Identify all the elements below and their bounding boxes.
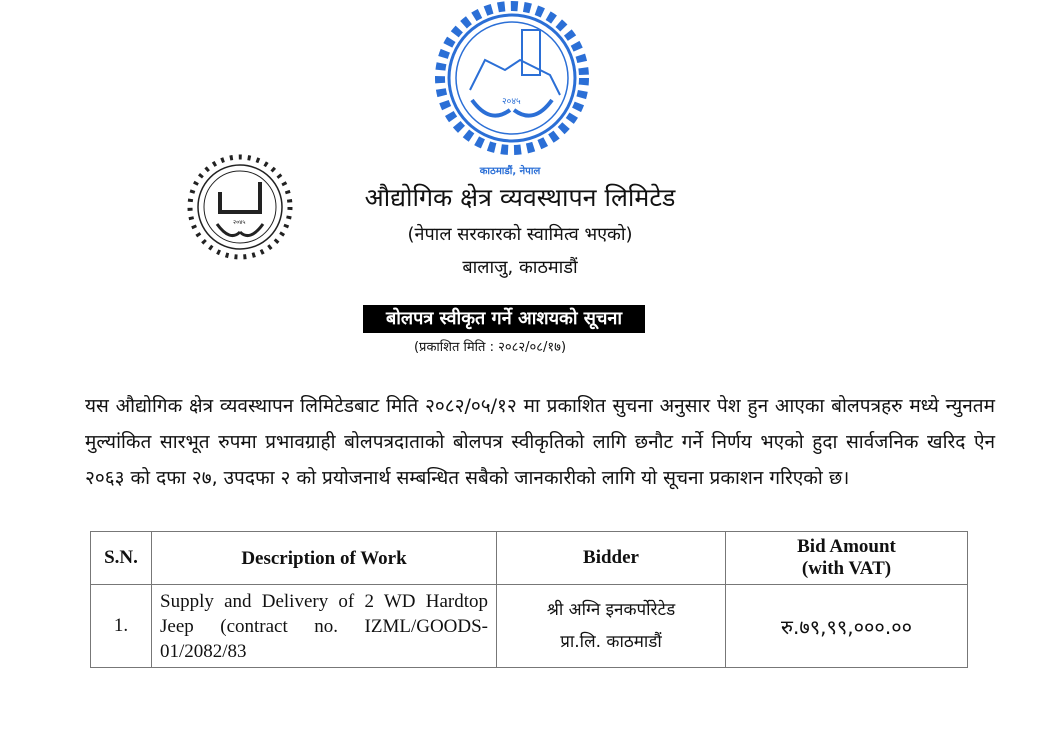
published-date: (प्रकाशित मिति : २०८२/०८/१७)	[413, 340, 567, 355]
cell-bidder	[497, 585, 726, 668]
stamp-year: २०४५	[502, 97, 521, 107]
cell-description: Supply and Delivery of 2 WD Hardtop Jeep (contract no. IZML/GOODS-01/2082/83	[152, 585, 497, 668]
bid-table	[90, 531, 968, 668]
cell-amount: रु.७९,९९,०००.००	[726, 585, 968, 668]
small-logo-year: २०४५	[233, 219, 246, 226]
bidder-line1: श्री अग्नि इनकर्पोरेटेड	[546, 600, 676, 620]
header-bidder: Bidder	[497, 532, 726, 585]
table-header-row	[91, 532, 968, 585]
header-bid-amount	[726, 532, 968, 585]
cell-sn: 1.	[91, 585, 152, 668]
table-row	[91, 585, 968, 668]
ownership-note: (नेपाल सरकारको स्वामित्व भएको)	[407, 224, 633, 245]
header-sn: S.N.	[91, 532, 152, 585]
address: बालाजु, काठमाडौं	[462, 257, 578, 278]
small-logo	[185, 152, 295, 262]
header-bid-amount-line2: (with VAT)	[801, 558, 892, 579]
org-name: औद्योगिक क्षेत्र व्यवस्थापन लिमिटेड	[364, 183, 676, 212]
main-stamp-logo	[410, 0, 610, 175]
stamp-location: काठमाडौं, नेपाल	[479, 166, 541, 177]
notice-paragraph: यस औद्योगिक क्षेत्र व्यवस्थापन लिमिटेडबाट मिति २०८२/०५/१२ मा प्रकाशित सुचना अनुसार पेश हुन आएका बोलपत्रहरु मध्ये न्युनतम मुल्यांकित सारभूत रुपमा प्रभावग्राही बोलपत्रदाताको बोलपत्र स्वीकृतिको लागि छनौट गर्ने निर्णय भएको हुदा सार्वजनिक खरिद ऐन २०६३ को दफा २७, उपदफा २ को प्रयोजनार्थ सम्बन्धित सबैको जानकारीको लागि यो सूचना प्रकाशन गरिएको छ।	[85, 395, 995, 489]
notice-title: बोलपत्र स्वीकृत गर्ने आशयको सूचना	[363, 305, 645, 333]
header-description: Description of Work	[152, 532, 497, 585]
header-bid-amount-line1: Bid Amount	[797, 536, 896, 557]
bidder-line2: प्रा.लि. काठमाडौं	[560, 632, 662, 652]
